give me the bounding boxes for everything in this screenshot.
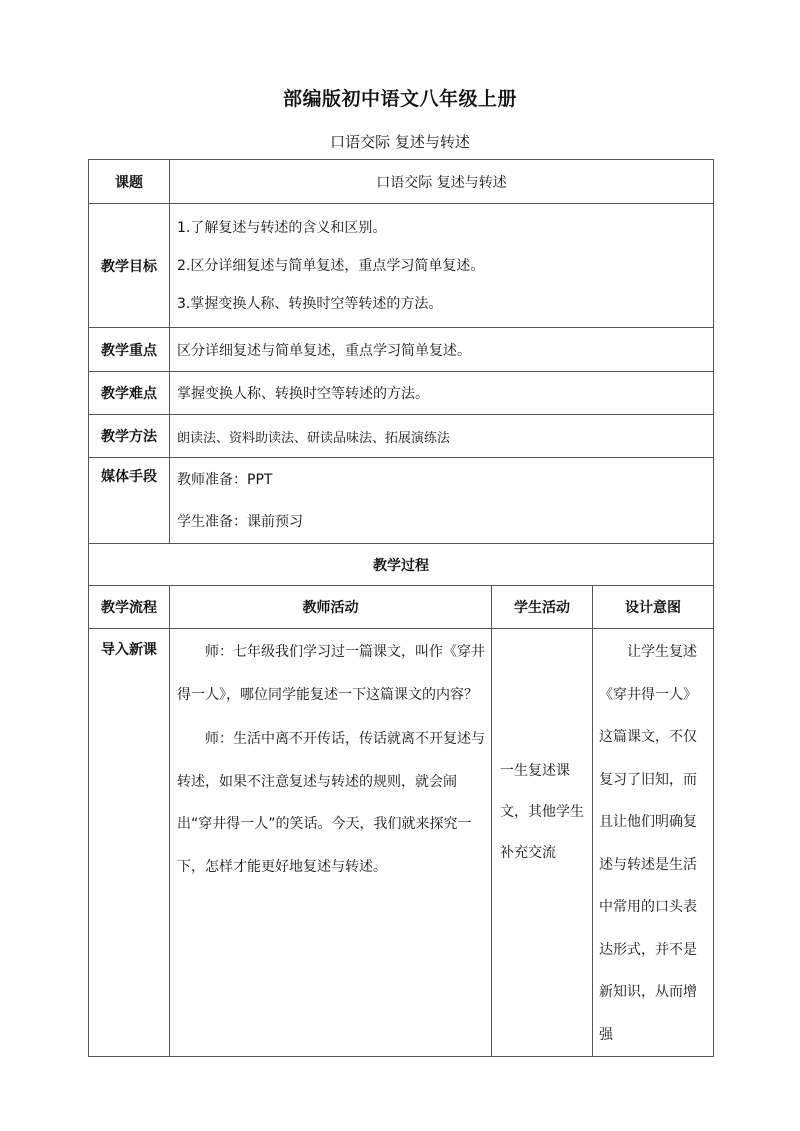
column-header-row [89, 586, 714, 629]
column-header-stage: 教学流程 [89, 586, 170, 629]
table-row [89, 629, 714, 1057]
topic-label: 课题 [89, 160, 170, 204]
goal-item: 3.掌握变换人称、转换时空等转述的方法。 [177, 295, 443, 312]
design-intent-cell [593, 629, 714, 1057]
process-header: 教学过程 [89, 544, 714, 586]
teacher-activity-cell [170, 629, 492, 1057]
goal-item: 1.了解复述与转述的含义和区别。 [177, 219, 387, 236]
difficulty-value: 掌握变换人称、转换时空等转述的方法。 [170, 372, 714, 415]
media-item: 学生准备：课前预习 [177, 513, 303, 530]
media-label: 媒体手段 [89, 458, 170, 544]
teacher-paragraph: 师：生活中离不开传话，传话就离不开复述与转述，如果不注意复述与转述的规则，就会闹出“穿井得一人”的笑话。今天，我们就来探究一下，怎样才能更好地复述与转述。 [177, 731, 485, 875]
student-activity-text: 一生复述课文，其他学生补充交流 [500, 763, 584, 861]
media-list [170, 458, 714, 544]
stage-cell: 导入新课 [89, 629, 170, 1057]
column-header-intent: 设计意图 [593, 586, 714, 629]
difficulty-label: 教学难点 [89, 372, 170, 415]
goal-item: 2.区分详细复述与简单复述，重点学习简单复述。 [177, 257, 485, 274]
topic-value: 口语交际 复述与转述 [170, 160, 714, 204]
column-header-student: 学生活动 [492, 586, 593, 629]
teacher-paragraph: 师：七年级我们学习过一篇课文，叫作《穿井得一人》，哪位同学能复述一下这篇课文的内容？ [177, 644, 485, 703]
method-value: 朗读法、资料助读法、研读品味法、拓展演练法 [170, 415, 714, 458]
key-point-value: 区分详细复述与简单复述，重点学习简单复述。 [170, 328, 714, 372]
student-activity-cell [492, 629, 593, 1057]
key-point-row [89, 328, 714, 372]
method-row [89, 415, 714, 458]
goals-row [89, 204, 714, 328]
goals-list [170, 204, 714, 328]
media-row [89, 458, 714, 544]
key-point-label: 教学重点 [89, 328, 170, 372]
design-intent-text: 让学生复述《穿井得一人》这篇课文，不仅复习了旧知，而且让他们明确复述与转述是生活中常用的口头表达形式，并不是新知识，从而增强 [599, 644, 697, 1043]
goals-label: 教学目标 [89, 204, 170, 328]
method-label: 教学方法 [89, 415, 170, 458]
topic-row [89, 160, 714, 204]
difficulty-row [89, 372, 714, 415]
column-header-teacher: 教师活动 [170, 586, 492, 629]
process-header-row [89, 544, 714, 586]
document-title: 部编版初中语文八年级上册 [282, 88, 517, 110]
document-subtitle: 口语交际 复述与转述 [330, 133, 470, 151]
lesson-plan-table [88, 159, 714, 1057]
media-item: 教师准备：PPT [177, 471, 273, 488]
